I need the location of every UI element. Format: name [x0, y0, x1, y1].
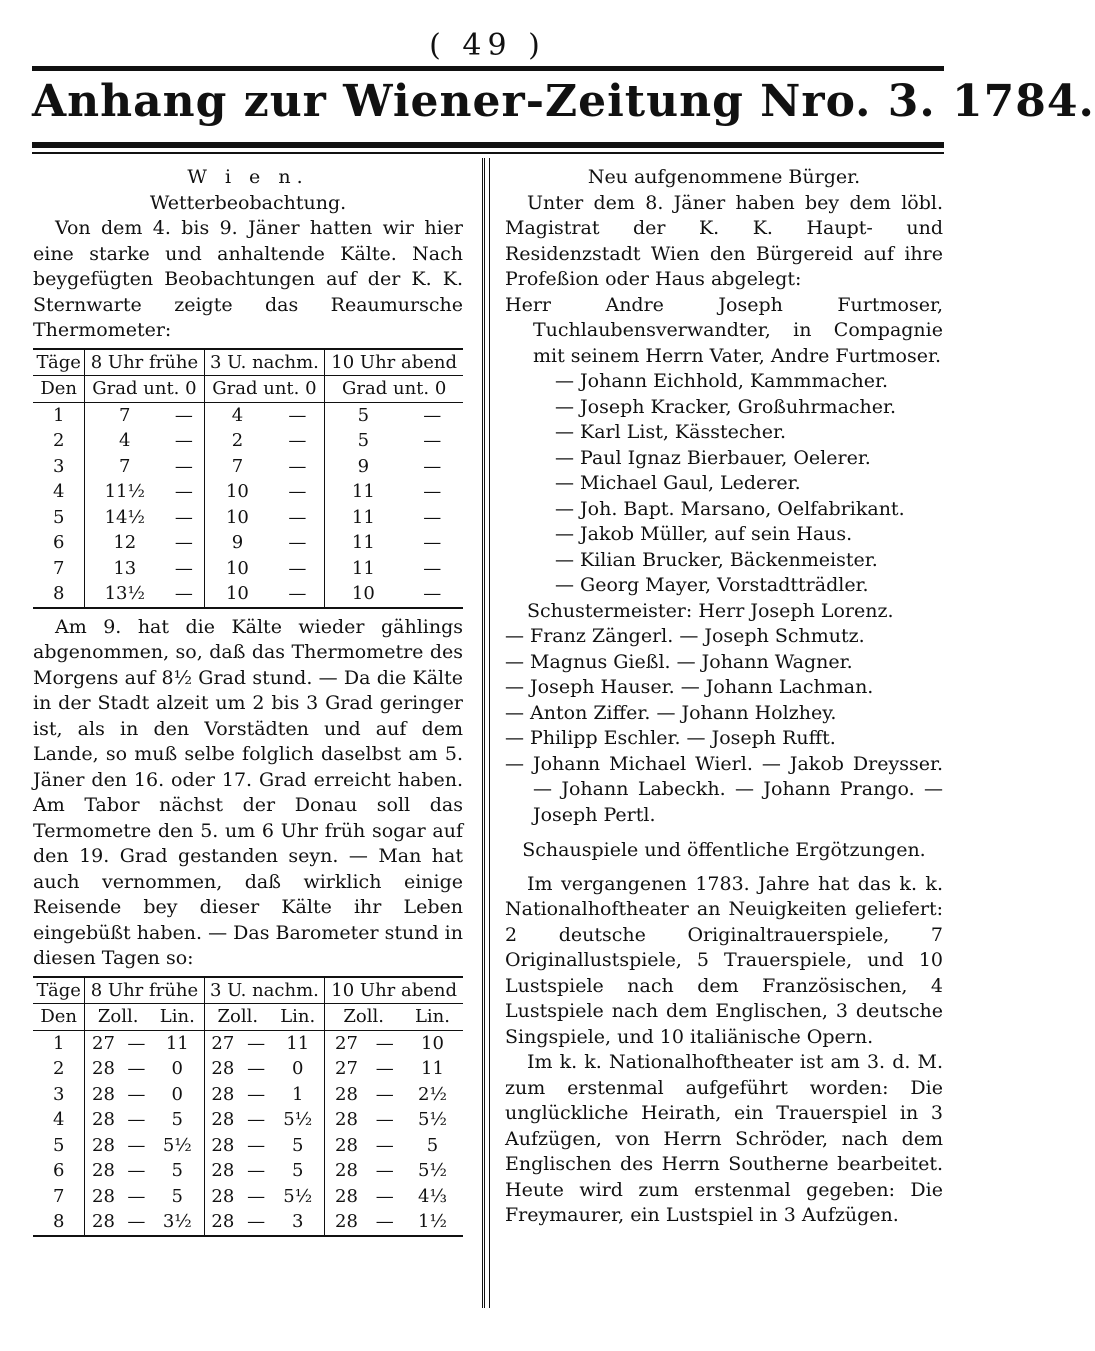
barometer-table	[33, 976, 463, 1237]
baro-row	[33, 1158, 463, 1184]
thermo-value: 13	[85, 556, 164, 582]
place-heading: W i e n.	[187, 166, 309, 188]
baro-zoll: 28	[325, 1082, 368, 1108]
thermometer-table	[33, 348, 463, 609]
shoemakers-list	[505, 624, 943, 828]
baro-zoll: 28	[325, 1107, 368, 1133]
thermo-sub-morning: Grad unt. 0	[85, 376, 204, 403]
thermo-value: 10	[204, 556, 270, 582]
baro-zoll: 28	[204, 1158, 241, 1184]
baro-dash: —	[375, 1185, 394, 1207]
thermo-day: 2	[52, 430, 65, 451]
baro-zoll: 27	[325, 1030, 368, 1056]
thermo-value: 4	[204, 402, 270, 428]
baro-lin: 0	[171, 1058, 183, 1079]
baro-dash: —	[375, 1160, 394, 1181]
citizens-heading: Neu aufgenommene Bürger.	[587, 166, 861, 188]
citizen-entry: — Paul Ignaz Bierbauer, Oelerer.	[555, 446, 871, 469]
baro-sub-lin-1: Lin.	[151, 1004, 204, 1031]
baro-zoll: 28	[85, 1056, 122, 1082]
thermo-day: 7	[52, 557, 65, 579]
weather-text: Am 9. hat die Kälte wieder gählings abgenommen, so, daß das Thermometre des Morgens auf 8½ Grad stund. — Da die Kälte in der Stadt alzeit um 2 bis 3 Grad geringer ist, als in den Vorstädten und auf dem Lande, so muß selbe folglich daselbst am 5. Jäner den 16. oder 17. Grad erreicht haben. Am Tabor nächst der Donau soll das Termometre den 5. um 6 Uhr früh sogar auf den 19. Grad gestanden seyn. — Man hat auch vernommen, daß wirklich einige Reisende bey dieser Kälte ihr Leben eingebüßt haben. — Das Barometer stund in diesen Tagen so:	[33, 615, 463, 969]
thermo-value: 7	[85, 402, 164, 428]
baro-lin: 5	[171, 1160, 183, 1181]
shoemaker-entry: — Johann Michael Wierl. — Jakob Dreysser. — Johann Labeckh. — Johann Prango. — Joseph Pertl.	[505, 752, 943, 826]
shoemakers-intro: Schustermeister: Herr Joseph Lorenz.	[527, 599, 894, 622]
baro-dash: —	[127, 1134, 146, 1156]
thermo-dash: —	[423, 583, 442, 604]
thermo-dash: —	[423, 455, 442, 477]
baro-lin: 11	[165, 1032, 189, 1054]
baro-zoll: 28	[204, 1133, 241, 1159]
baro-day: 5	[52, 1134, 65, 1156]
baro-day: 2	[52, 1058, 65, 1079]
baro-zoll: 28	[325, 1158, 368, 1184]
thermo-dash: —	[423, 481, 442, 502]
thermo-sub-afternoon: Grad unt. 0	[204, 376, 325, 403]
citizen-entry: — Johann Eichhold, Kammmacher.	[555, 370, 889, 392]
baro-dash: —	[247, 1058, 266, 1079]
thermo-day: 4	[52, 481, 65, 502]
thermo-value: 11	[325, 530, 402, 556]
thermo-value: 11½	[85, 479, 164, 505]
baro-dash: —	[247, 1109, 266, 1130]
theatre-paragraph-2: Im k. k. Nationalhoftheater ist am 3. d. M. zum erstenmal aufgeführt worden: Die unglückliche Heirath, ein Trauerspiel in 3 Aufzügen, von Herrn Schröder, nach dem Englischen des Herrn Southerne bearbeitet. Heute wird zum erstenmal gegeben: Die Freymaurer, ein Lustspiel in 3 Aufzügen.	[505, 1051, 943, 1226]
shoemaker-entry: — Franz Zängerl. — Joseph Schmutz.	[505, 625, 865, 647]
citizen-entry: — Joseph Kracker, Großuhrmacher.	[555, 395, 897, 418]
masthead-rule-thin	[32, 152, 944, 154]
baro-dash: —	[247, 1185, 266, 1207]
thermo-dash: —	[174, 430, 193, 451]
baro-lin: 5	[171, 1109, 183, 1130]
thermo-dash: —	[288, 583, 307, 604]
thermo-row	[33, 530, 463, 556]
citizen-entry: — Georg Mayer, Vorstadtträdler.	[555, 574, 869, 596]
barometer-table-body	[33, 1030, 463, 1236]
thermo-sub-evening: Grad unt. 0	[325, 376, 463, 403]
baro-zoll: 28	[204, 1184, 241, 1210]
thermo-dash: —	[288, 557, 307, 579]
baro-row	[33, 1133, 463, 1159]
thermo-value: 2	[204, 428, 270, 454]
theatre-heading: Schauspiele und öffentliche Ergötzungen.	[522, 839, 926, 861]
thermo-dash: —	[423, 532, 442, 553]
citizen-entry: — Michael Gaul, Lederer.	[555, 472, 801, 494]
thermo-dash: —	[288, 404, 307, 426]
baro-lin: 5	[426, 1134, 439, 1156]
baro-dash: —	[127, 1160, 146, 1181]
thermo-dash: —	[174, 557, 193, 579]
masthead-rule-thick	[32, 142, 944, 148]
thermo-dash: —	[174, 532, 193, 553]
thermometer-table-body	[33, 402, 463, 608]
theatre-paragraph-1: Im vergangenen 1783. Jahre hat das k. k. Nationalhoftheater an Neuigkeiten geliefert: 2 deutsche Originaltrauerspiele, 7 Originallustspiele, 5 Trauerspiele, und 10 Lustspiele nach dem Französischen, 4 Lustspiele nach dem Englischen, 3 deutsche Singspiele, und 10 italiänische Opern.	[505, 872, 943, 1048]
thermo-value: 11	[325, 479, 402, 505]
weather-intro: Von dem 4. bis 9. Jäner hatten wir hier eine starke und anhaltende Kälte. Nach beygefügten Beobachtungen auf der K. K. Sternwarte zeigte das Reaumursche Thermometer:	[33, 217, 463, 341]
baro-dash: —	[375, 1032, 394, 1054]
thermo-value: 5	[325, 402, 402, 428]
baro-day: 6	[52, 1160, 65, 1181]
baro-head-morning: 8 Uhr frühe	[85, 977, 204, 1004]
baro-dash: —	[375, 1058, 394, 1079]
baro-dash: —	[127, 1083, 146, 1105]
thermo-head-morning: 8 Uhr frühe	[85, 349, 204, 376]
thermo-value: 7	[85, 454, 164, 480]
citizen-entry-first: Herr Andre Joseph Furtmoser, Tuchlaubensverwandter, in Compagnie mit seinem Herrn Vater, Andre Furtmoser.	[505, 293, 943, 367]
thermo-dash: —	[288, 430, 307, 451]
baro-lin: 1½	[418, 1211, 447, 1232]
baro-zoll: 27	[204, 1030, 241, 1056]
thermo-dash: —	[174, 404, 193, 426]
thermo-row	[33, 454, 463, 480]
thermo-dash: —	[423, 404, 442, 426]
baro-zoll: 27	[325, 1056, 368, 1082]
baro-dash: —	[127, 1058, 146, 1079]
baro-sub-zoll-2: Zoll.	[204, 1004, 271, 1031]
baro-row	[33, 1184, 463, 1210]
citizens-list	[505, 369, 943, 599]
thermo-value: 10	[204, 479, 270, 505]
thermo-row	[33, 505, 463, 531]
thermo-row	[33, 581, 463, 608]
baro-zoll: 28	[85, 1082, 122, 1108]
baro-day: 1	[52, 1032, 65, 1054]
baro-day: 3	[52, 1083, 65, 1105]
thermo-value: 14½	[85, 505, 164, 531]
thermo-dash: —	[174, 506, 193, 528]
page-number: ( 49 )	[429, 28, 546, 63]
baro-zoll: 28	[325, 1209, 368, 1236]
baro-zoll: 28	[204, 1082, 241, 1108]
baro-row	[33, 1209, 463, 1236]
baro-dash: —	[247, 1032, 266, 1054]
citizen-entry: — Kilian Brucker, Bäckenmeister.	[555, 548, 878, 571]
thermo-dash: —	[288, 481, 307, 502]
baro-dash: —	[375, 1109, 394, 1130]
thermo-head-days: Täge	[33, 349, 85, 376]
baro-lin: 5½	[162, 1134, 192, 1156]
weather-heading: Wetterbeobachtung.	[149, 191, 347, 214]
thermo-value: 10	[325, 581, 402, 608]
thermo-value: 4	[85, 428, 164, 454]
citizen-entry: — Joh. Bapt. Marsano, Oelfabrikant.	[555, 497, 905, 520]
baro-lin: 11	[421, 1058, 444, 1079]
baro-dash: —	[375, 1083, 394, 1105]
thermo-value: 11	[325, 556, 402, 582]
baro-lin: 3	[291, 1211, 304, 1232]
baro-lin: 1	[291, 1083, 304, 1105]
thermo-dash: —	[288, 532, 307, 553]
shoemaker-entry: — Philipp Eschler. — Joseph Rufft.	[505, 727, 836, 749]
shoemaker-entry: — Joseph Hauser. — Johann Lachman.	[505, 676, 874, 698]
baro-zoll: 28	[85, 1158, 122, 1184]
citizens-intro: Unter dem 8. Jäner haben bey dem löbl. Magistrat der K. K. Haupt- und Residenzstadt Wien den Bürgereid auf ihre Profeßion oder Haus abgelegt:	[505, 191, 943, 290]
left-column	[33, 165, 463, 1243]
baro-lin: 4⅓	[418, 1185, 447, 1207]
baro-dash: —	[375, 1211, 394, 1232]
baro-dash: —	[247, 1083, 266, 1105]
baro-day: 8	[52, 1211, 65, 1232]
baro-sub-zoll-3: Zoll.	[325, 1004, 402, 1031]
baro-dash: —	[127, 1032, 146, 1054]
thermo-value: 5	[325, 428, 402, 454]
baro-head-afternoon: 3 U. nachm.	[204, 977, 325, 1004]
baro-zoll: 28	[85, 1209, 122, 1236]
thermo-row	[33, 402, 463, 428]
masthead-title: Anhang zur Wiener-Zeitung Nro. 3. 1784.	[32, 76, 1095, 127]
baro-zoll: 28	[204, 1056, 241, 1082]
baro-lin: 3½	[162, 1211, 192, 1232]
shoemaker-entry: — Anton Ziffer. — Johann Holzhey.	[505, 701, 837, 724]
baro-dash: —	[375, 1134, 394, 1156]
baro-zoll: 28	[85, 1133, 122, 1159]
baro-lin: 10	[421, 1032, 444, 1054]
thermo-value: 12	[85, 530, 164, 556]
citizen-entry: — Karl List, Kässtecher.	[555, 421, 786, 443]
baro-lin: 5½	[283, 1109, 313, 1130]
baro-lin: 5	[291, 1134, 304, 1156]
baro-dash: —	[247, 1134, 266, 1156]
thermo-dash: —	[288, 455, 307, 477]
thermo-dash: —	[174, 481, 193, 502]
thermo-row	[33, 428, 463, 454]
baro-lin: 5½	[283, 1185, 313, 1207]
thermo-value: 9	[204, 530, 270, 556]
baro-row	[33, 1056, 463, 1082]
baro-day: 7	[52, 1185, 65, 1207]
baro-dash: —	[127, 1109, 146, 1130]
top-rule	[32, 66, 944, 71]
thermo-value: 10	[204, 581, 270, 608]
baro-head-days: Täge	[33, 977, 85, 1004]
baro-zoll: 28	[85, 1184, 122, 1210]
thermo-row	[33, 556, 463, 582]
thermo-value: 13½	[85, 581, 164, 608]
baro-sub-lin-3: Lin.	[402, 1004, 463, 1031]
baro-sub-days: Den	[33, 1004, 85, 1031]
baro-lin: 5	[171, 1185, 183, 1207]
baro-dash: —	[247, 1211, 266, 1232]
column-divider	[482, 158, 490, 1308]
thermo-value: 7	[204, 454, 270, 480]
thermo-row	[33, 479, 463, 505]
thermo-day: 3	[52, 455, 65, 477]
thermo-sub-days: Den	[33, 376, 85, 403]
thermo-head-afternoon: 3 U. nachm.	[204, 349, 325, 376]
thermo-dash: —	[174, 583, 193, 604]
thermo-day: 8	[52, 583, 65, 604]
right-column	[505, 165, 943, 1229]
thermo-dash: —	[423, 430, 442, 451]
baro-dash: —	[247, 1160, 266, 1181]
baro-row	[33, 1082, 463, 1108]
baro-lin: 5½	[418, 1160, 447, 1181]
thermo-dash: —	[174, 455, 193, 477]
baro-row	[33, 1107, 463, 1133]
baro-zoll: 28	[325, 1133, 368, 1159]
baro-lin: 11	[286, 1032, 310, 1054]
baro-row	[33, 1030, 463, 1056]
baro-zoll: 28	[204, 1107, 241, 1133]
thermo-dash: —	[423, 557, 442, 579]
baro-sub-zoll-1: Zoll.	[85, 1004, 151, 1031]
thermo-day: 1	[52, 404, 65, 426]
baro-day: 4	[52, 1109, 65, 1130]
thermo-value: 10	[204, 505, 270, 531]
citizen-entry: — Jakob Müller, auf sein Haus.	[555, 523, 853, 545]
thermo-value: 9	[325, 454, 402, 480]
baro-lin: 0	[171, 1083, 183, 1105]
thermo-dash: —	[423, 506, 442, 528]
baro-sub-lin-2: Lin.	[271, 1004, 325, 1031]
baro-lin: 5½	[418, 1109, 447, 1130]
thermo-head-evening: 10 Uhr abend	[325, 349, 463, 376]
thermo-day: 6	[52, 532, 65, 553]
baro-lin: 5	[291, 1160, 304, 1181]
baro-lin: 0	[291, 1058, 304, 1079]
baro-head-evening: 10 Uhr abend	[325, 977, 463, 1004]
shoemaker-entry: — Magnus Gießl. — Johann Wagner.	[505, 650, 853, 673]
baro-zoll: 28	[85, 1107, 122, 1133]
baro-dash: —	[127, 1211, 146, 1232]
baro-lin: 2½	[418, 1083, 447, 1105]
baro-zoll: 27	[85, 1030, 122, 1056]
baro-zoll: 28	[325, 1184, 368, 1210]
thermo-day: 5	[52, 506, 65, 528]
thermo-dash: —	[288, 506, 307, 528]
baro-zoll: 28	[204, 1209, 241, 1236]
baro-dash: —	[127, 1185, 146, 1207]
thermo-value: 11	[325, 505, 402, 531]
